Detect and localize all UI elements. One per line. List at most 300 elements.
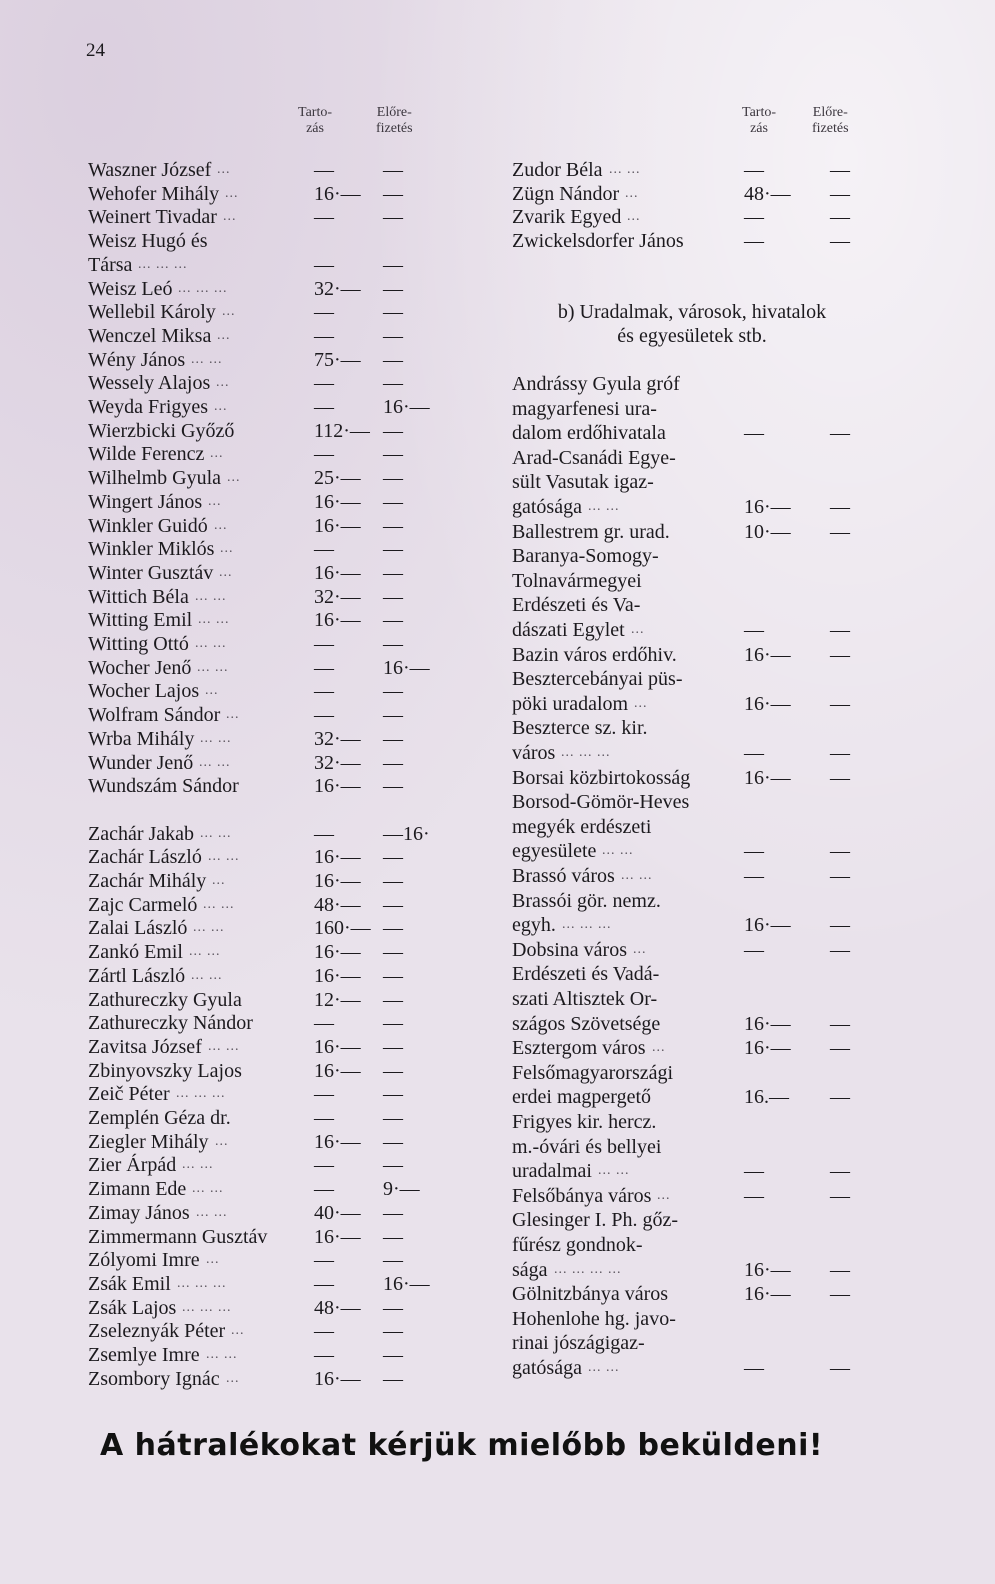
header-elofizetes-right: Előre- fizetés [812,105,849,136]
entry-v1: 16·— [314,964,361,987]
entry-dots: ... ... [588,1360,620,1375]
entry-dots: ... [223,209,237,225]
entry-v2: — [383,1059,403,1082]
entry-dots: ... [217,327,231,343]
entry-name: egyh. [512,914,556,937]
entry-v2: — [830,206,850,229]
entry-dots: ... [206,1252,220,1268]
entry-dots: ... ... [609,162,641,177]
entry-v1: — [744,742,764,764]
entry-dots: ... [625,185,639,201]
entry-v1: 16·— [314,941,361,964]
entry-v1: — [314,253,334,276]
entry-dots: ... ... [200,730,232,746]
entry-v1: — [314,656,334,679]
entry-name: Zártl László [88,964,186,987]
entry-v2: — [830,1012,850,1035]
entry-name: Zbinyovszky Lajos [88,1059,242,1082]
entry-name: Felsőbánya város [512,1184,652,1207]
header-tartozas-right: Tarto- zás [742,105,777,136]
entry-name: Zügn Nándor [512,182,620,205]
entry-v1: — [744,1357,764,1379]
entry-v1: — [314,538,334,561]
entry-v1: — [744,865,764,887]
entry-v1: — [314,680,334,703]
entry-name: Ziegler Mihály [88,1130,209,1153]
entry-name: Zseleznyák Péter [88,1320,226,1343]
entry-name: pöki uradalom [512,692,629,715]
entry-v2: — [383,159,403,181]
entry-v1: 16·— [314,846,361,869]
entry-v2: — [383,870,403,892]
entry-v2: — [383,277,403,300]
entry-v1: 16·— [314,1059,361,1082]
entry-v2: — [383,372,403,395]
entry-v2: 16·— [383,656,430,679]
entry-v2: — [383,1130,403,1153]
entry-v2: — [830,938,850,961]
entry-dots: ... ... [182,1157,214,1173]
entry-v1: — [314,1012,334,1035]
entry-v1: 32·— [314,727,361,750]
entry-dots: ... [633,941,647,957]
entry-name: Társa [88,253,133,276]
entry-v2: — [383,846,403,869]
entry-v1: — [314,206,334,229]
entry-v2: — [830,1160,850,1183]
entry-dots: ... [216,375,230,391]
page-number: 24 [86,40,105,61]
entry-name: Zachár László [88,846,202,869]
entry-v2: — [383,253,403,276]
entry-name: Zavitsa József [88,1035,202,1058]
entry-name: Zudor Béla [512,159,603,181]
entry-v2: — [383,1249,403,1272]
entry-v2: — [830,159,850,181]
entry-v1: 16·— [314,1035,361,1058]
entry-v2: — [383,443,403,466]
entry-dots: ... [634,695,648,711]
entry-name: Weisz Leó [88,277,173,300]
entry-name: Weinert Tivadar [88,206,217,229]
entry-v2: — [830,1357,850,1379]
entry-v1: — [314,301,334,324]
entry-name: magyarfenesi ura- [512,397,657,420]
entry-v2: — [383,1012,403,1035]
entry-v1: 16·— [744,643,791,666]
entry-name: Zemplén Géza dr. [88,1107,231,1129]
entry-name: fűrész gondnok- [512,1234,643,1256]
entry-v1: — [314,324,334,347]
entry-name: uradalmai [512,1160,592,1183]
entry-name: Borsod-Gömör-Heves [512,791,690,814]
entry-v1: 16·— [314,514,361,537]
entry-name: Zier Árpád [88,1154,177,1177]
entry-v2: — [383,1344,403,1366]
entry-name: Wellebil Károly [88,301,216,324]
entry-name: Wierzbicki Győző [88,419,235,442]
entry-v2: — [830,914,850,937]
entry-dots: ... [226,1370,240,1386]
entry-name: Wocher Jenő [88,656,192,679]
entry-name: Winkler Guidó [88,514,208,537]
entry-name: Weyda Frigyes [88,396,209,418]
entry-v2: 16·— [383,396,430,418]
entry-name: Zvarik Egyed [512,206,622,229]
entry-name: Zwickelsdorfer János [512,230,684,253]
entry-name: Hohenlohe hg. javo- [512,1307,676,1330]
entry-v2: — [830,182,850,205]
entry-name: gatósága [512,496,582,518]
entry-v2: — [383,538,403,561]
entry-name: Wocher Lajos [88,680,200,703]
entry-v1: 75·— [314,348,361,371]
entry-name: Andrássy Gyula gróf [512,373,680,395]
entry-v2: — [383,514,403,537]
entry-v1: 16·— [314,609,361,632]
entry-dots: ... ... ... [177,1275,227,1291]
entry-v1: — [314,1107,334,1129]
entry-v1: 32·— [314,277,361,300]
entry-v2: — [383,324,403,347]
entry-v2: — [830,1086,850,1109]
entry-v2: 9·— [383,1178,420,1201]
entry-name: Wehofer Mihály [88,182,220,205]
entry-name: város [512,742,556,764]
entry-name: Ballestrem gr. urad. [512,520,670,543]
entry-name: Waszner József [88,159,212,181]
entry-v1: 16·— [744,1258,791,1281]
entry-v1: 48·— [314,893,361,916]
entry-name: sága [512,1258,548,1281]
entry-name: Wingert János [88,490,203,513]
header-elofizetes: Előre- fizetés [376,105,413,136]
entry-dots: ... ... [195,588,227,604]
entry-v1: — [314,1272,334,1295]
entry-v2: — [383,182,403,205]
entry-v1: 16·— [314,182,361,205]
entry-v2: — [383,1225,403,1248]
entry-dots: ... ... [191,967,223,983]
header-tartozas: Tarto- zás [298,105,333,136]
entry-dots: ... ... ... [178,280,228,296]
entry-v2: — [383,1154,403,1177]
entry-v2: — [383,490,403,513]
entry-v1: 16·— [314,1225,361,1248]
entry-name: Zachár Mihály [88,870,207,892]
entry-name: Zimay János [88,1201,190,1224]
entry-v2: — [830,643,850,666]
entry-v2: — [830,230,850,253]
entry-name: egyesülete [512,840,597,863]
entry-dots: ... ... [208,849,240,865]
entry-dots: ... ... [192,1181,224,1197]
entry-dots: ... [215,1133,229,1149]
entry-v1: — [314,1320,334,1343]
entry-v2: — [383,917,403,940]
entry-v1: — [314,704,334,727]
entry-v2: — [383,1083,403,1106]
entry-name: Witting Ottó [88,633,189,655]
entry-v2: — [383,775,403,798]
entry-v2: — [383,467,403,490]
entry-v2: — [830,1283,850,1306]
entry-name: Wilhelmb Gyula [88,467,222,490]
entry-dots: ... [231,1323,245,1339]
entry-v1: 12·— [314,988,361,1011]
entry-v2: — [383,988,403,1011]
entry-v1: 16·— [314,490,361,513]
entry-v1: — [744,206,764,229]
entry-dots: ... [214,399,228,414]
entry-dots: ... ... [208,1038,240,1054]
entry-v2: — [383,1320,403,1343]
entry-name: Zsák Lajos [88,1296,177,1319]
entry-name: Zajc Carmeló [88,893,198,916]
entry-v2: — [383,585,403,608]
entry-dots: ... [210,446,224,462]
entry-dots: ... ... ... [182,1299,232,1315]
entry-v2: — [383,609,403,632]
entry-v2: — [383,1367,403,1390]
entry-v2: — [383,1035,403,1058]
entry-dots: ... ... ... [561,745,611,760]
entry-dots: ... [225,185,239,201]
entry-v1: — [314,633,334,655]
entry-name: Zsombory Ignác [88,1367,220,1390]
entry-name: Beszterce sz. kir. [512,717,648,740]
entry-dots: ... ... [206,1347,238,1362]
entry-name: Borsai közbirtokosság [512,766,691,789]
entry-name: Gölnitzbánya város [512,1283,669,1306]
entry-v1: — [314,1178,334,1201]
entry-name: Glesinger I. Ph. gőz- [512,1209,679,1232]
entry-name: erdei magpergető [512,1086,652,1109]
entry-name: Zathureczky Gyula [88,988,242,1011]
entry-name: Besztercebányai püs- [512,668,683,691]
entry-v2: — [830,692,850,715]
entry-name: m.-óvári és bellyei [512,1135,662,1158]
entry-v1: 16·— [314,561,361,584]
entry-v1: 16·— [314,775,361,798]
entry-v1: — [744,840,764,863]
entry-dots: ... ... [588,499,620,514]
entry-name: Zachár Jakab [88,822,195,845]
entry-v2: — [383,1201,403,1224]
entry-v2: — [830,766,850,789]
entry-v2: — [383,301,403,324]
entry-v2: — [830,865,850,887]
entry-dots: ... [220,541,234,557]
entry-name: Esztergom város [512,1037,646,1060]
entry-v2: — [830,520,850,543]
entry-dots: ... ... ... ... [554,1261,622,1277]
entry-v1: 16·— [744,914,791,937]
entry-dots: ... ... [193,920,225,936]
entry-dots: ... [657,1187,671,1203]
entry-v1: — [314,443,334,466]
entry-name: Wundszám Sándor [88,775,239,798]
entry-v1: 16·— [314,1367,361,1390]
footer-notice: A hátralékokat kérjük mielőbb beküldeni! [100,1428,824,1463]
entry-v2: — [383,704,403,727]
entry-name: Wenczel Miksa [88,324,212,347]
entry-dots: ... ... [195,636,227,651]
entry-v1: — [314,1344,334,1366]
entry-dots: ... ... ... [562,917,612,933]
entry-v2: — [830,1184,850,1207]
entry-v2: — [383,727,403,750]
entry-v1: — [314,1083,334,1106]
entry-v2: — [830,422,850,445]
entry-v1: 16·— [314,1130,361,1153]
entry-v1: — [744,159,764,181]
entry-name: Wittich Béla [88,585,189,608]
entry-v2: — [830,1037,850,1060]
entry-v2: — [830,496,850,518]
entry-v1: — [744,1184,764,1207]
entry-v1: 160·— [314,917,371,940]
entry-dots: ... [627,209,641,225]
entry-name: dászati Egylet [512,619,625,641]
entry-dots: ... ... [200,825,232,841]
entry-name: Wilde Ferencz [88,443,205,466]
entry-v1: — [744,422,764,445]
entry-dots: ... [212,873,226,888]
entry-dots: ... ... [198,612,230,628]
entry-dots: ... [652,1040,666,1056]
entry-dots: ... ... ... [138,256,188,272]
entry-v1: 48·— [744,182,791,205]
entry-name: Brassó város [512,865,615,887]
entry-name: Zimann Ede [88,1178,187,1201]
entry-v1: 48·— [314,1296,361,1319]
entry-v1: — [314,822,334,845]
entry-v1: 16·— [744,1283,791,1306]
entry-name: Winkler Miklós [88,538,215,561]
entry-v2: — [383,419,403,442]
entry-name: Tolnavármegyei [512,569,642,592]
entry-v2: — [383,633,403,655]
entry-name: Zólyomi Imre [88,1249,200,1272]
entry-name: Felsőmagyarországi [512,1061,674,1084]
entry-v1: — [744,938,764,961]
entry-v2: — [830,1258,850,1281]
entry-v1: — [314,1249,334,1272]
entry-v2: — [383,1107,403,1129]
entry-name: Frigyes kir. hercz. [512,1111,657,1133]
entry-name: Wolfram Sándor [88,704,221,727]
entry-name: Zsemlye Imre [88,1344,200,1366]
entry-name: Wunder Jenő [88,751,194,774]
entry-name: Wessely Alajos [88,372,211,395]
entry-v1: 16·— [744,692,791,715]
entry-v2: — [383,348,403,371]
entry-v1: 16·— [744,1037,791,1060]
entry-name: Witting Emil [88,609,193,632]
entry-v2: — [383,751,403,774]
entry-v2: — [383,893,403,916]
entry-v1: 16·— [744,766,791,789]
entry-v2: — [383,206,403,229]
entry-name: Erdészeti és Va- [512,594,641,617]
entry-v1: 112·— [314,419,370,442]
entry-v2: — [383,680,403,703]
entry-v1: 32·— [314,585,361,608]
entry-v1: 16.— [744,1086,789,1109]
entry-v2: — [383,941,403,964]
entry-name: Bazin város erdőhiv. [512,643,677,666]
entry-v1: 16·— [744,496,791,518]
entry-name: Wrba Mihály [88,727,195,750]
entry-name: Zsák Emil [88,1272,171,1295]
entry-name: szágos Szövetsége [512,1012,661,1035]
entry-v2: — [383,561,403,584]
entry-dots: ... ... [598,1163,630,1179]
entry-v1: 16·— [314,870,361,892]
entry-v1: — [314,372,334,395]
entry-dots: ... ... [189,944,221,960]
entry-name: megyék erdészeti [512,815,652,838]
entry-v1: — [744,1160,764,1183]
entry-dots: ... [222,304,236,320]
entry-dots: ... ... [199,754,231,770]
entry-v1: 16·— [744,1012,791,1035]
entry-dots: ... [217,162,231,177]
entry-name: Arad-Csanádi Egye- [512,446,676,469]
entry-v1: 40·— [314,1201,361,1224]
entry-dots: ... [226,707,240,723]
entry-name: Weisz Hugó és [88,230,208,253]
entry-v1: — [314,396,334,418]
entry-name: Zalai László [88,917,188,940]
entry-v2: — [830,742,850,764]
entry-name: Zankó Emil [88,941,183,964]
entry-v1: — [744,230,764,253]
entry-name: rinai jószágigaz- [512,1332,645,1355]
entry-dots: ... [214,517,228,533]
entry-name: Wény János [88,348,186,371]
entry-name: Zeič Péter [88,1083,170,1106]
section-title: b) Uradalmak, városok, hivatalok és egyesületek stb. [557,301,827,347]
entry-name: Baranya-Somogy- [512,545,659,568]
entry-v2: — [383,964,403,987]
entry-name: Zathureczky Nándor [88,1012,253,1035]
entry-v2: — [830,840,850,863]
entry-v1: 10·— [744,520,791,543]
entry-dots: ... ... [203,896,235,912]
entry-name: szati Altisztek Or- [512,988,658,1010]
entry-dots: ... ... [602,843,634,859]
entry-v2: — [830,619,850,641]
entry-name: Winter Gusztáv [88,561,214,584]
entry-dots: ... ... [191,351,223,367]
entry-dots: ... ... [197,659,229,675]
entry-v1: — [314,1154,334,1177]
entry-dots: ... [208,493,222,509]
entry-name: sült Vasutak igaz- [512,471,654,494]
entry-v1: — [314,159,334,181]
entry-name: Brassói gör. nemz. [512,889,661,912]
entry-name: dalom erdőhivatala [512,422,666,445]
entry-dots: ... [631,622,645,637]
entry-v2: — [383,1296,403,1319]
entry-dots: ... [219,564,233,580]
entry-name: Zimmermann Gusztáv [88,1225,268,1248]
entry-dots: ... ... [621,868,653,883]
entry-name: Dobsina város [512,938,627,961]
entry-name: gatósága [512,1357,582,1379]
